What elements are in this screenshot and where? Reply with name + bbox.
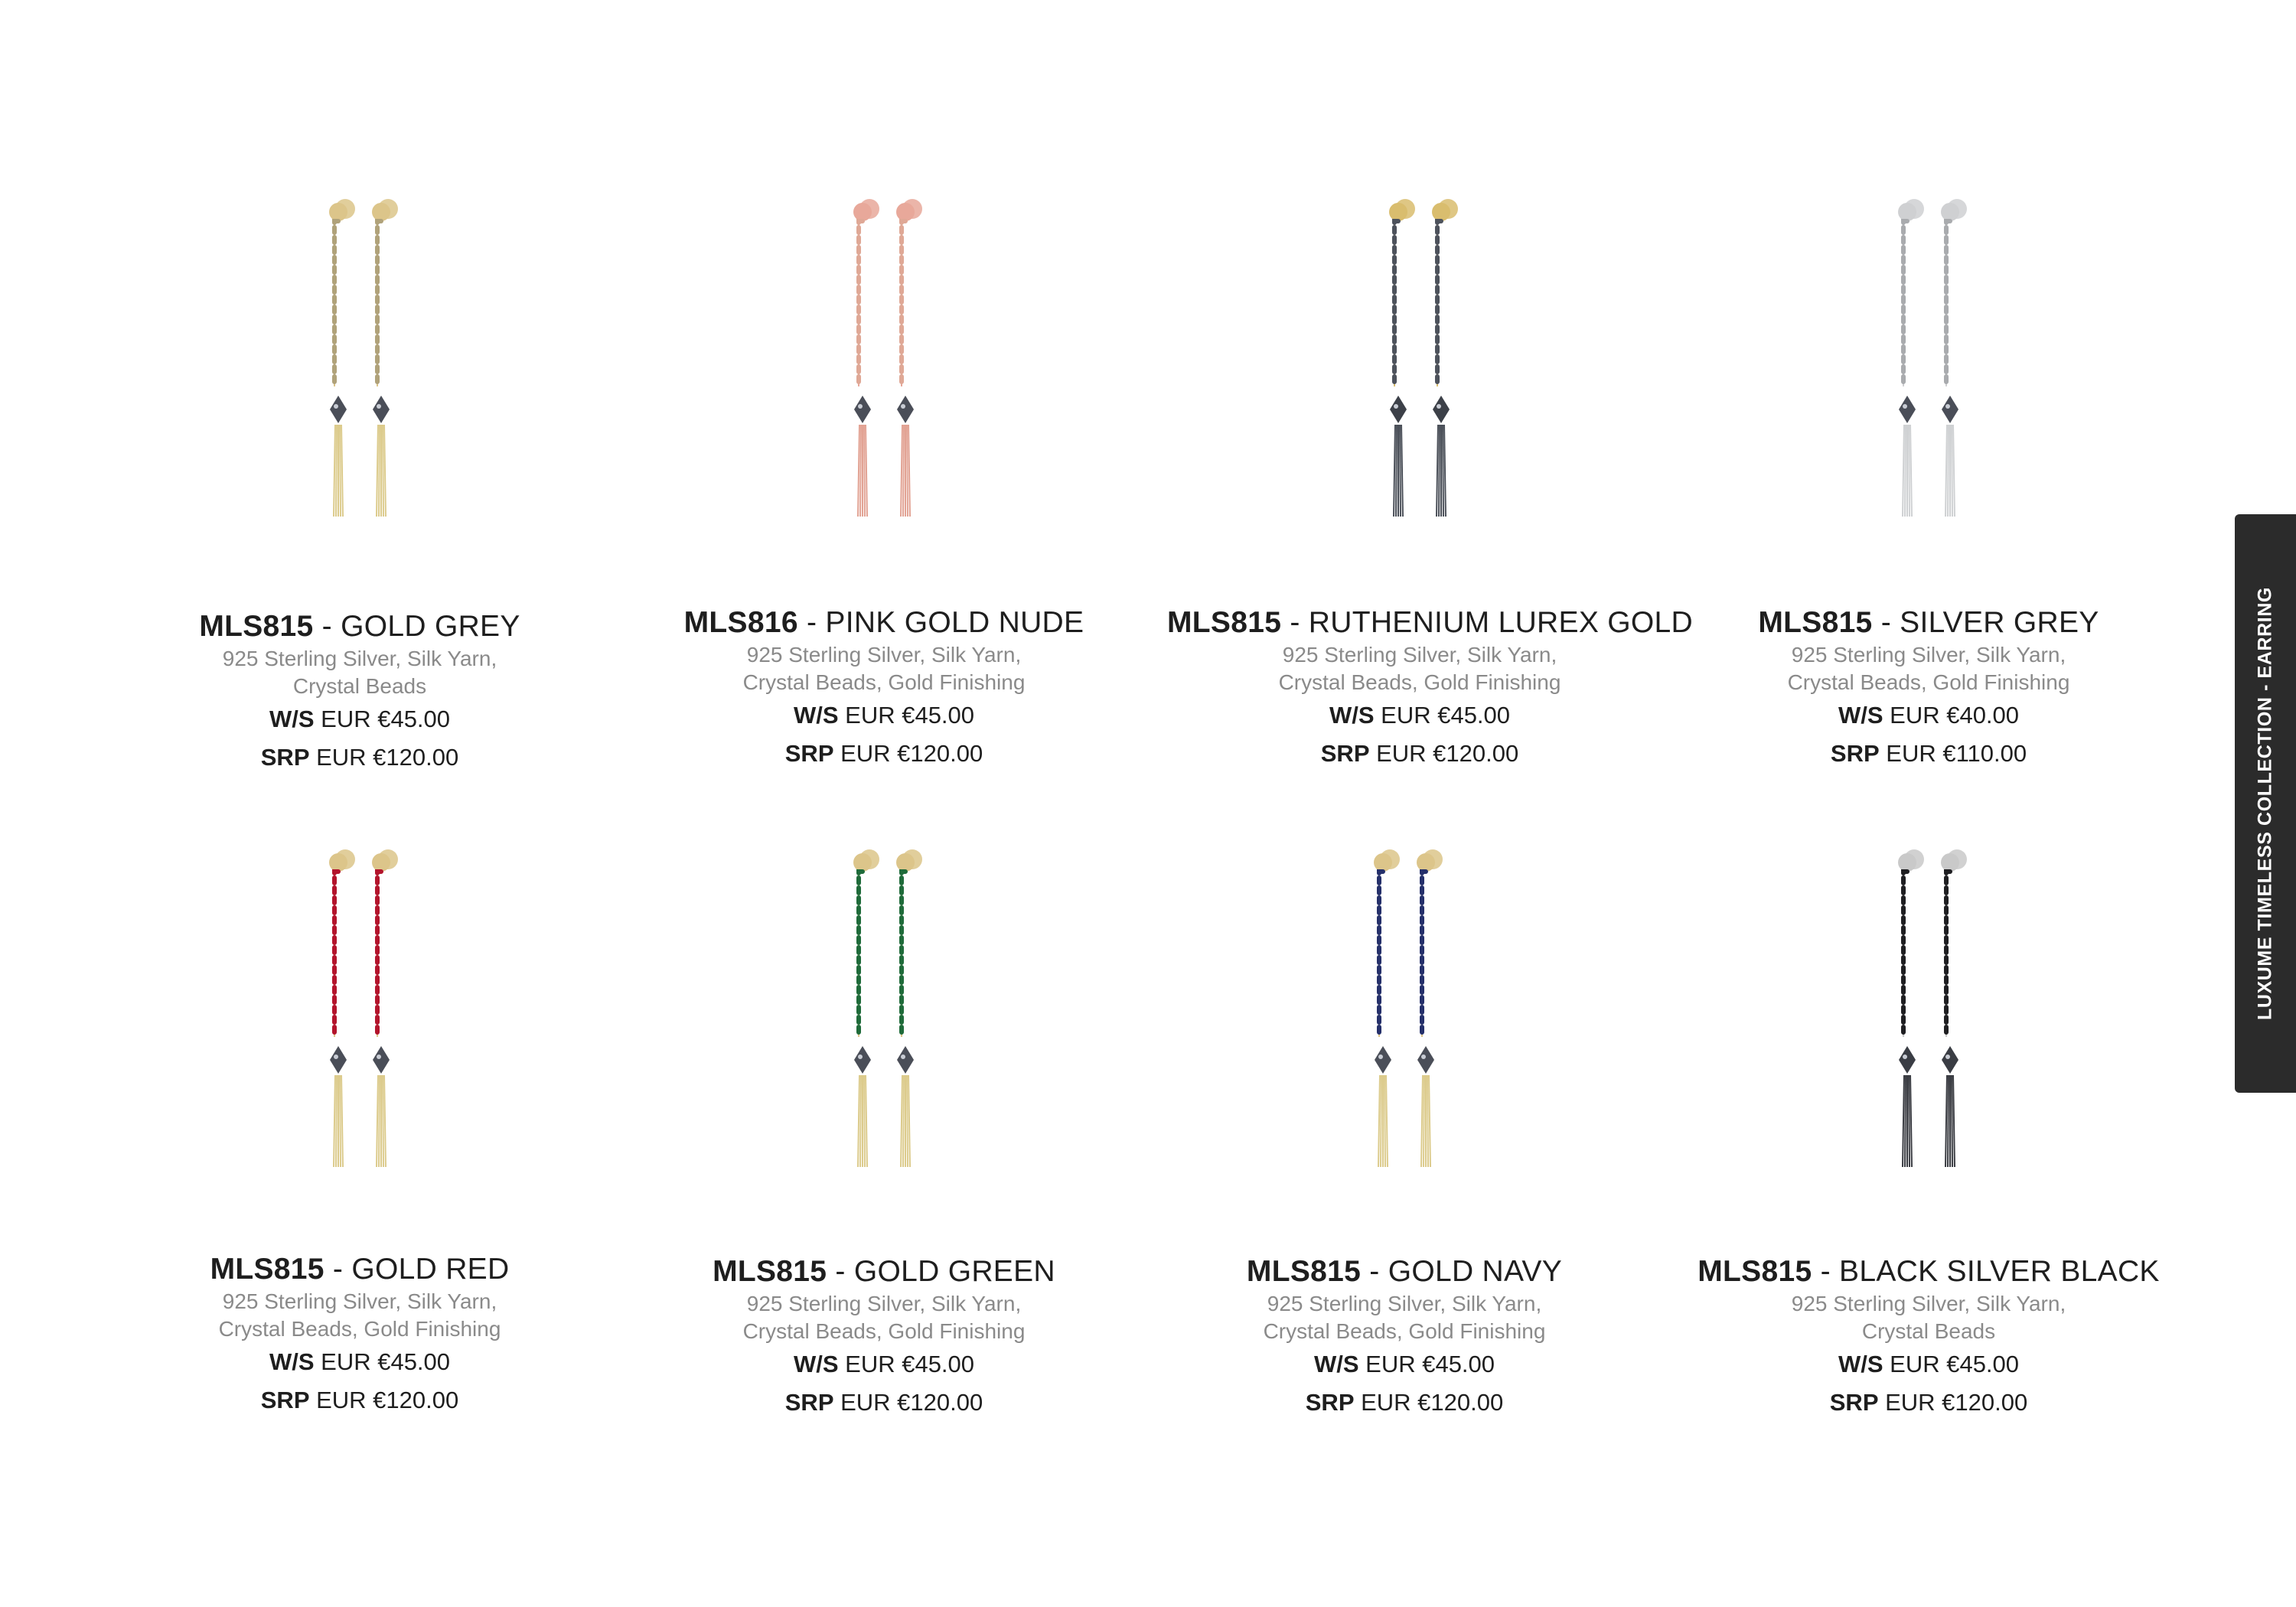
retail-price (1676, 1384, 2181, 1422)
earring-tassel-strand (1394, 425, 1395, 517)
earring-bead-highlight (1394, 404, 1398, 409)
wholesale-value: EUR €40.00 (1883, 702, 2020, 729)
wholesale-value: EUR €45.00 (1358, 1351, 1495, 1377)
earring-tassel-strand (340, 425, 341, 517)
left-earring (329, 199, 355, 517)
product-description (1676, 641, 2181, 696)
collection-label: LUXUME TIMELESS COLLECTION - EARRING (2254, 586, 2276, 1021)
earring-crystal-bead (1433, 396, 1450, 423)
product-code: MLS815 (1758, 606, 1873, 639)
earring-tassel-strand (1910, 1075, 1912, 1167)
title-separator: - (1281, 606, 1309, 639)
earring-tassel-strand (858, 425, 859, 517)
wholesale-label: W/S (793, 1351, 839, 1377)
earring-crystal-bead (1417, 1046, 1434, 1074)
product-name: SILVER GREY (1900, 606, 2099, 639)
earring-crystal-bead (1942, 1046, 1958, 1074)
earring-tassel-strand (908, 1075, 910, 1167)
earring-stud-front (853, 203, 872, 221)
product-name: RUTHENIUM LUREX GOLD (1308, 606, 1693, 639)
earring-yarn (1946, 872, 1950, 1037)
product-image[interactable] (1152, 846, 1657, 1182)
earring-tassel-strand (1427, 1075, 1428, 1167)
wholesale-value: EUR €45.00 (314, 1348, 451, 1375)
product-description (631, 641, 1137, 696)
earring-image (1351, 195, 1489, 532)
earring-tassel-strand (336, 425, 337, 517)
earring-stud-front (1374, 853, 1392, 872)
earring-tassel-strand (1905, 1075, 1906, 1167)
earring-tassel-strand (908, 425, 910, 517)
product-image[interactable] (1676, 846, 2181, 1182)
description-line-1: 925 Sterling Silver, Silk Yarn, (1791, 643, 2066, 667)
earring-stud-front (853, 853, 872, 872)
left-earring (853, 199, 879, 517)
earring-crystal-bead (1899, 1046, 1916, 1074)
retail-label: SRP (260, 1387, 310, 1413)
earring-bead-highlight (1421, 1054, 1426, 1059)
earring-crystal-bead (373, 1046, 390, 1074)
description-line-2: Crystal Beads (1861, 1319, 1996, 1343)
description-line-2: Crystal Beads (292, 674, 427, 698)
earring-crystal-bead (854, 1046, 871, 1074)
product-description (1676, 1290, 2181, 1345)
wholesale-price (1676, 696, 2181, 735)
earring-stud-front (1389, 203, 1407, 221)
earring-image (1860, 195, 1998, 532)
product-image[interactable] (1167, 195, 1672, 532)
right-earring (372, 199, 398, 517)
earring-tassel-strand (1386, 1075, 1388, 1167)
earring-stud-front (896, 203, 915, 221)
earring-stud-front (1432, 203, 1450, 221)
earring-tassel-strand (334, 1075, 335, 1167)
title-separator: - (1361, 1255, 1388, 1288)
earring-tassel-strand (1945, 425, 1947, 517)
description-line-2: Crystal Beads, Gold Finishing (742, 670, 1026, 694)
left-earring (853, 849, 879, 1167)
earring-tassel-strand (903, 1075, 904, 1167)
product-title (631, 1253, 1137, 1290)
product-name: GOLD RED (351, 1253, 510, 1286)
earring-tassel-strand (864, 1075, 865, 1167)
retail-value: EUR €120.00 (833, 740, 983, 767)
earring-tassel-strand (1444, 425, 1446, 517)
product-name: GOLD NAVY (1388, 1255, 1563, 1288)
product-title (107, 1251, 612, 1288)
earring-tassel-strand (1429, 1075, 1430, 1167)
earring-tassel-strand (1439, 425, 1440, 517)
earring-tassel-strand (866, 1075, 867, 1167)
earring-yarn (1379, 872, 1383, 1037)
earring-tassel-strand (1384, 1075, 1385, 1167)
earring-tassel-strand (1948, 425, 1949, 517)
retail-value: EUR €120.00 (833, 1389, 983, 1416)
earring-tassel-strand (340, 1075, 341, 1167)
earring-yarn (334, 221, 338, 386)
earring-tassel-strand (341, 1075, 343, 1167)
earring-tassel-strand (1945, 1075, 1947, 1167)
earring-tassel-strand (1378, 1075, 1380, 1167)
earring-bead-highlight (901, 1054, 905, 1059)
earring-bead-highlight (377, 404, 381, 409)
product-code: MLS816 (683, 606, 798, 639)
right-earring (1941, 199, 1967, 517)
description-line-1: 925 Sterling Silver, Silk Yarn, (1791, 1292, 2066, 1315)
wholesale-price (631, 1345, 1137, 1384)
earring-image (1860, 846, 1998, 1182)
retail-price (631, 735, 1137, 773)
retail-label: SRP (1305, 1389, 1355, 1416)
product-code: MLS815 (1167, 606, 1282, 639)
earring-crystal-bead (1899, 396, 1916, 423)
wholesale-label: W/S (1313, 1351, 1359, 1377)
earring-tassel-strand (901, 425, 902, 517)
description-line-2: Crystal Beads, Gold Finishing (742, 1319, 1026, 1343)
product-name: BLACK SILVER BLACK (1839, 1255, 2160, 1288)
title-separator: - (1872, 606, 1900, 639)
earring-stud-front (372, 853, 390, 872)
product-code: MLS815 (713, 1255, 827, 1288)
earring-tassel-strand (1396, 425, 1397, 517)
retail-label: SRP (260, 744, 310, 771)
retail-value: EUR €120.00 (1878, 1389, 2028, 1416)
earring-tassel-strand (1421, 1075, 1423, 1167)
earring-tassel-strand (907, 425, 908, 517)
product-description (107, 645, 612, 700)
earring-tassel-strand (903, 425, 904, 517)
retail-price (1676, 735, 2181, 773)
earring-stud-front (1941, 203, 1959, 221)
right-earring (372, 849, 398, 1167)
earring-image (291, 195, 429, 532)
collection-side-tab (2235, 514, 2296, 1093)
earring-yarn (377, 221, 381, 386)
right-earring (1417, 849, 1443, 1167)
earring-yarn (902, 872, 905, 1037)
earring-tassel-strand (1910, 425, 1912, 517)
earring-crystal-bead (897, 1046, 914, 1074)
retail-value: EUR €120.00 (1354, 1389, 1504, 1416)
earring-stud-front (896, 853, 915, 872)
earring-yarn (377, 872, 381, 1037)
wholesale-price (1152, 1345, 1657, 1384)
earring-bead-highlight (858, 1054, 863, 1059)
earring-tassel-strand (1400, 425, 1401, 517)
left-earring (1389, 199, 1415, 517)
wholesale-label: W/S (269, 1348, 315, 1375)
product-name: PINK GOLD NUDE (825, 606, 1084, 639)
title-separator: - (324, 1253, 352, 1286)
earring-tassel-strand (1953, 1075, 1955, 1167)
product-image[interactable] (631, 195, 1137, 532)
earring-yarn (1946, 221, 1950, 386)
earring-crystal-bead (854, 396, 871, 423)
left-earring (329, 849, 355, 1167)
description-line-1: 925 Sterling Silver, Silk Yarn, (1267, 1292, 1542, 1315)
earring-image (815, 846, 953, 1182)
earring-bead-highlight (1945, 404, 1950, 409)
description-line-1: 925 Sterling Silver, Silk Yarn, (746, 1292, 1022, 1315)
earring-bead-highlight (858, 404, 863, 409)
earring-bead-highlight (377, 1054, 381, 1059)
earring-crystal-bead (1375, 1046, 1391, 1074)
product-code: MLS815 (1246, 1255, 1362, 1288)
right-earring (896, 849, 922, 1167)
left-earring (1898, 199, 1924, 517)
wholesale-label: W/S (269, 706, 315, 732)
earring-tassel-strand (1401, 425, 1403, 517)
product-image[interactable] (107, 846, 612, 1182)
retail-label: SRP (1829, 1389, 1879, 1416)
description-line-1: 925 Sterling Silver, Silk Yarn, (1282, 643, 1557, 667)
earring-tassel-strand (1903, 1075, 1904, 1167)
left-earring (1898, 849, 1924, 1167)
retail-price (1167, 735, 1672, 773)
wholesale-value: EUR €45.00 (1883, 1351, 2020, 1377)
retail-price (107, 1381, 612, 1420)
wholesale-price (107, 1343, 612, 1381)
earring-yarn (1903, 872, 1907, 1037)
description-line-2: Crystal Beads, Gold Finishing (1263, 1319, 1546, 1343)
product-title (1152, 1253, 1657, 1290)
retail-value: EUR €110.00 (1879, 740, 2027, 767)
earring-tassel-strand (901, 1075, 902, 1167)
earring-tassel-strand (864, 425, 865, 517)
retail-value: EUR €120.00 (1369, 740, 1519, 767)
product-title (1676, 1253, 2181, 1290)
earring-tassel-strand (858, 1075, 859, 1167)
wholesale-label: W/S (1838, 1351, 1883, 1377)
description-line-1: 925 Sterling Silver, Silk Yarn, (222, 647, 497, 670)
earring-tassel-strand (1909, 1075, 1910, 1167)
retail-value: EUR €120.00 (309, 1387, 459, 1413)
earring-yarn (1394, 221, 1398, 386)
title-separator: - (1812, 1255, 1840, 1288)
product-title (107, 608, 612, 645)
retail-price (1152, 1384, 1657, 1422)
earring-stud-front (1898, 203, 1916, 221)
product-code: MLS815 (210, 1253, 325, 1286)
earring-image (291, 846, 429, 1182)
product-title (1676, 605, 2181, 641)
product-image[interactable] (107, 195, 612, 532)
wholesale-price (1167, 696, 1672, 735)
product-description (107, 1288, 612, 1343)
wholesale-value: EUR €45.00 (314, 706, 451, 732)
earring-bead-highlight (1437, 404, 1441, 409)
earring-yarn (334, 872, 338, 1037)
earring-yarn (1437, 221, 1441, 386)
right-earring (1432, 199, 1458, 517)
product-description (1167, 641, 1672, 696)
retail-value: EUR €120.00 (309, 744, 459, 771)
left-earring (1374, 849, 1400, 1167)
earring-stud-front (329, 203, 347, 221)
retail-label: SRP (784, 1389, 834, 1416)
earring-stud-front (1941, 853, 1959, 872)
product-name: GOLD GREEN (853, 1255, 1055, 1288)
right-earring (896, 199, 922, 517)
wholesale-label: W/S (1329, 702, 1375, 729)
earring-stud-front (372, 203, 390, 221)
product-image[interactable] (631, 846, 1137, 1182)
earring-yarn (902, 221, 905, 386)
earring-tassel-strand (1953, 425, 1955, 517)
product-name: GOLD GREY (341, 610, 520, 643)
product-title (631, 605, 1137, 641)
earring-yarn (859, 872, 863, 1037)
description-line-1: 925 Sterling Silver, Silk Yarn, (746, 643, 1022, 667)
earring-tassel-strand (907, 1075, 908, 1167)
earring-tassel-strand (379, 425, 380, 517)
earring-bead-highlight (1903, 1054, 1907, 1059)
earring-stud-front (1898, 853, 1916, 872)
earring-tassel-strand (860, 425, 861, 517)
earring-bead-highlight (1378, 1054, 1383, 1059)
wholesale-value: EUR €45.00 (838, 1351, 975, 1377)
earring-bead-highlight (901, 404, 905, 409)
title-separator: - (313, 610, 341, 643)
earring-crystal-bead (1942, 396, 1958, 423)
earring-tassel-strand (384, 425, 386, 517)
product-code: MLS815 (1698, 1255, 1812, 1288)
description-line-1: 925 Sterling Silver, Silk Yarn, (222, 1289, 497, 1313)
earring-bead-highlight (334, 404, 338, 409)
earring-tassel-strand (1903, 425, 1904, 517)
retail-price (107, 738, 612, 777)
earring-tassel-strand (341, 425, 343, 517)
description-line-2: Crystal Beads, Gold Finishing (1278, 670, 1561, 694)
earring-tassel-strand (1948, 1075, 1949, 1167)
earring-tassel-strand (866, 425, 867, 517)
wholesale-value: EUR €45.00 (838, 702, 975, 729)
earring-bead-highlight (1903, 404, 1907, 409)
title-separator: - (827, 1255, 854, 1288)
title-separator: - (797, 606, 826, 639)
earring-tassel-strand (860, 1075, 861, 1167)
earring-tassel-strand (1905, 425, 1906, 517)
wholesale-label: W/S (1838, 702, 1883, 729)
product-code: MLS815 (199, 610, 314, 643)
earring-tassel-strand (336, 1075, 337, 1167)
earring-tassel-strand (384, 1075, 386, 1167)
retail-label: SRP (784, 740, 834, 767)
product-title (1167, 605, 1693, 641)
earring-crystal-bead (1390, 396, 1407, 423)
product-image[interactable] (1676, 195, 2181, 532)
earring-tassel-strand (379, 1075, 380, 1167)
product-description (1152, 1290, 1657, 1345)
earring-stud-front (1417, 853, 1435, 872)
retail-price (631, 1384, 1137, 1422)
earring-yarn (1903, 221, 1907, 386)
earring-crystal-bead (330, 1046, 347, 1074)
earring-tassel-strand (377, 425, 378, 517)
wholesale-value: EUR €45.00 (1374, 702, 1511, 729)
earring-crystal-bead (373, 396, 390, 423)
earring-tassel-strand (334, 425, 335, 517)
earring-bead-highlight (1945, 1054, 1950, 1059)
wholesale-price (1676, 1345, 2181, 1384)
description-line-2: Crystal Beads, Gold Finishing (218, 1317, 501, 1341)
retail-label: SRP (1320, 740, 1370, 767)
earring-image (815, 195, 953, 532)
earring-image (1336, 846, 1473, 1182)
earring-bead-highlight (334, 1054, 338, 1059)
earring-tassel-strand (377, 1075, 378, 1167)
earring-tassel-strand (1909, 425, 1910, 517)
wholesale-label: W/S (793, 702, 839, 729)
wholesale-price (631, 696, 1137, 735)
earring-yarn (1422, 872, 1426, 1037)
right-earring (1941, 849, 1967, 1167)
earring-crystal-bead (897, 396, 914, 423)
earring-tassel-strand (1437, 425, 1438, 517)
description-line-2: Crystal Beads, Gold Finishing (1787, 670, 2070, 694)
retail-label: SRP (1830, 740, 1880, 767)
earring-crystal-bead (330, 396, 347, 423)
earring-stud-front (329, 853, 347, 872)
wholesale-price (107, 700, 612, 738)
product-description (631, 1290, 1137, 1345)
earring-yarn (859, 221, 863, 386)
